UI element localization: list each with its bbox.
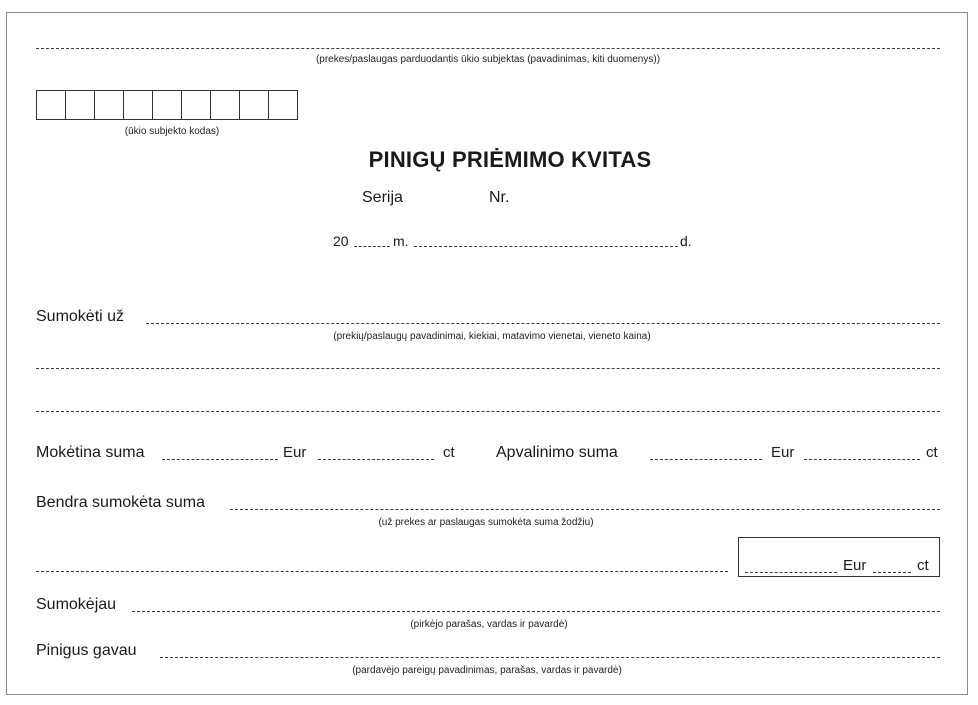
page-title: PINIGŲ PRIĖMIMO KVITAS — [368, 147, 652, 172]
code-cell[interactable] — [210, 90, 240, 120]
pay-for-field[interactable] — [146, 323, 940, 324]
payer-field[interactable] — [132, 611, 940, 612]
rounding-amount-label: Apvalinimo suma — [496, 444, 618, 461]
company-code-boxes[interactable] — [36, 90, 298, 120]
seller-caption: (prekes/paslaugas parduodantis ūkio subjektas (pavadinimas, kiti duomenys)) — [315, 54, 661, 65]
total-ct-unit: ct — [917, 557, 929, 574]
due-ct-unit: ct — [443, 444, 455, 461]
month-label: m. — [393, 233, 409, 249]
series-label: Serija — [362, 189, 403, 206]
year-prefix: 20 — [333, 233, 349, 249]
code-cell[interactable] — [268, 90, 298, 120]
code-cell[interactable] — [152, 90, 182, 120]
rounding-ct-field[interactable] — [804, 459, 920, 460]
code-cell[interactable] — [94, 90, 124, 120]
rounding-eur-field[interactable] — [650, 459, 762, 460]
payer-caption: (pirkėjo parašas, vardas ir pavardė) — [410, 619, 568, 630]
total-ct-field[interactable] — [873, 572, 911, 573]
code-cell[interactable] — [239, 90, 269, 120]
total-amount-box — [738, 537, 940, 577]
total-paid-field[interactable] — [230, 509, 940, 510]
receiver-caption: (pardavėjo pareigų pavadinimas, parašas, vardas ir pavardė) — [352, 665, 622, 676]
receiver-field[interactable] — [160, 657, 940, 658]
code-caption: (ūkio subjekto kodas) — [124, 126, 220, 137]
rounding-eur-unit: Eur — [771, 444, 795, 461]
total-paid-label: Bendra sumokėta suma — [36, 494, 205, 511]
pay-for-caption: (prekių/paslaugų pavadinimai, kiekiai, matavimo vienetai, vieneto kaina) — [333, 331, 651, 342]
due-eur-field[interactable] — [162, 459, 278, 460]
due-eur-unit: Eur — [283, 444, 307, 461]
year-field[interactable] — [354, 246, 390, 247]
month-day-field[interactable] — [414, 246, 678, 247]
rounding-ct-unit: ct — [926, 444, 938, 461]
due-ct-field[interactable] — [318, 459, 434, 460]
pay-for-line-2[interactable] — [36, 368, 940, 369]
pay-for-label: Sumokėti už — [36, 308, 125, 325]
total-eur-field[interactable] — [745, 572, 837, 573]
code-cell[interactable] — [65, 90, 95, 120]
pay-for-line-3[interactable] — [36, 411, 940, 412]
day-label: d. — [680, 233, 692, 249]
payer-label: Sumokėjau — [36, 596, 117, 613]
code-cell[interactable] — [36, 90, 66, 120]
total-paid-caption: (už prekes ar paslaugas sumokėta suma žodžiu) — [378, 517, 594, 528]
total-words-line-2[interactable] — [36, 571, 728, 572]
total-eur-unit: Eur — [843, 557, 867, 574]
seller-line[interactable] — [36, 48, 940, 49]
due-amount-label: Mokėtina suma — [36, 444, 145, 461]
receiver-label: Pinigus gavau — [36, 642, 137, 659]
code-cell[interactable] — [181, 90, 211, 120]
code-cell[interactable] — [123, 90, 153, 120]
number-label: Nr. — [489, 189, 510, 206]
